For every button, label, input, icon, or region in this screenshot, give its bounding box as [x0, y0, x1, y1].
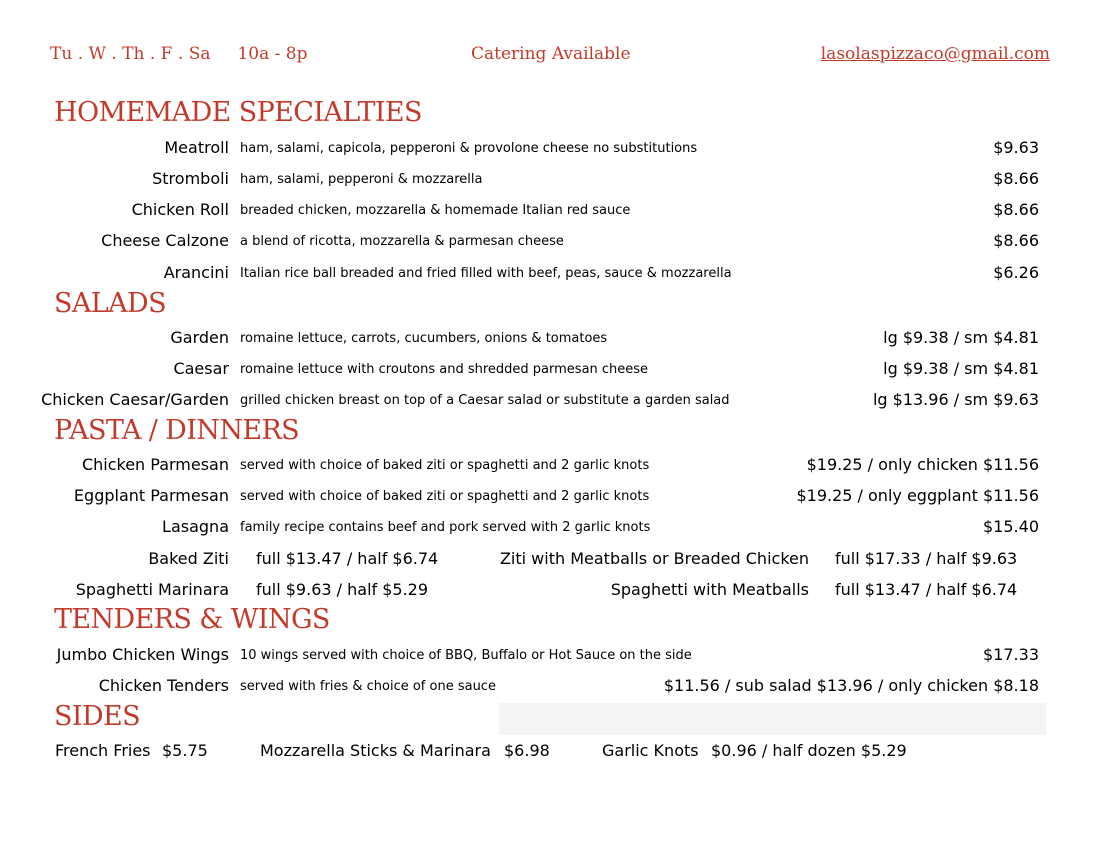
section-title-pasta: PASTA / DINNERS: [54, 415, 300, 446]
menu-item: [0, 676, 1100, 704]
menu-item: [0, 328, 1100, 356]
section-title-specialties: HOMEMADE SPECIALTIES: [54, 97, 422, 128]
item-name: Eggplant Parmesan: [73, 486, 229, 505]
item-name: Chicken Caesar/Garden: [41, 390, 229, 409]
item-price: lg $13.96 / sm $9.63: [872, 390, 1039, 409]
item-description: a blend of ricotta, mozzarella & parmesan cheese: [240, 234, 564, 249]
section-title-sides: SIDES: [54, 701, 141, 732]
menu-item: [0, 455, 1100, 483]
item-name: Jumbo Chicken Wings: [56, 645, 229, 664]
item-price: $8.66: [993, 200, 1039, 219]
item-description: served with fries & choice of one sauce: [240, 679, 496, 694]
side-name: Mozzarella Sticks & Marinara: [260, 741, 491, 760]
menu-item: [0, 169, 1100, 197]
item-name: Lasagna: [162, 517, 229, 536]
item-description: Italian rice ball breaded and fried filled with beef, peas, sauce & mozzarella: [240, 266, 732, 281]
item-description: breaded chicken, mozzarella & homemade Italian red sauce: [240, 203, 631, 218]
hours-text: Tu . W . Th . F . Sa 10a - 8p: [50, 44, 308, 64]
item-price: $9.63: [993, 138, 1039, 157]
item-price: $6.26: [993, 263, 1039, 282]
item-price: full $9.63 / half $5.29: [256, 580, 429, 599]
item-description: ham, salami, pepperoni & mozzarella: [240, 172, 483, 187]
item-name: Ziti with Meatballs or Breaded Chicken: [499, 549, 809, 568]
item-name: Cheese Calzone: [101, 231, 229, 250]
email-link[interactable]: lasolaspizzaco@gmail.com: [820, 44, 1050, 64]
side-price: $5.75: [162, 741, 208, 760]
item-price: $19.25 / only eggplant $11.56: [796, 486, 1039, 505]
item-name: Garden: [170, 328, 229, 347]
item-name: Spaghetti with Meatballs: [610, 580, 809, 599]
item-description: 10 wings served with choice of BBQ, Buffalo or Hot Sauce on the side: [240, 648, 692, 663]
item-name: Caesar: [173, 359, 229, 378]
item-price: $8.66: [993, 231, 1039, 250]
item-description: family recipe contains beef and pork served with 2 garlic knots: [240, 520, 651, 535]
section-title-salads: SALADS: [54, 288, 166, 319]
side-price: $6.98: [504, 741, 550, 760]
menu-item: [0, 200, 1100, 228]
item-price: lg $9.38 / sm $4.81: [883, 328, 1039, 347]
menu-item: [0, 486, 1100, 514]
item-name: Chicken Roll: [131, 200, 229, 219]
item-name: Meatroll: [164, 138, 229, 157]
item-description: romaine lettuce, carrots, cucumbers, onions & tomatoes: [240, 331, 608, 346]
menu-item: [0, 517, 1100, 545]
item-price: lg $9.38 / sm $4.81: [883, 359, 1039, 378]
item-price: $19.25 / only chicken $11.56: [806, 455, 1039, 474]
item-description: ham, salami, capicola, pepperoni & provolone cheese no substitutions: [240, 141, 698, 156]
item-description: romaine lettuce with croutons and shredded parmesan cheese: [240, 362, 649, 377]
menu-item: [0, 645, 1100, 673]
item-description: served with choice of baked ziti or spaghetti and 2 garlic knots: [240, 458, 650, 473]
item-description: served with choice of baked ziti or spaghetti and 2 garlic knots: [240, 489, 650, 504]
item-name: Arancini: [163, 263, 229, 282]
item-name: Spaghetti Marinara: [75, 580, 229, 599]
menu-item: [0, 390, 1100, 418]
menu-item: [0, 359, 1100, 387]
item-name: Stromboli: [152, 169, 229, 188]
item-price: $11.56 / sub salad $13.96 / only chicken $8.18: [663, 676, 1039, 695]
side-price: $0.96 / half dozen $5.29: [711, 741, 907, 760]
gray-panel: [499, 703, 1046, 735]
item-price: $17.33: [983, 645, 1039, 664]
item-price: full $13.47 / half $6.74: [835, 580, 1018, 599]
item-price: $15.40: [983, 517, 1039, 536]
catering-text: Catering Available: [471, 44, 631, 64]
item-price: full $13.47 / half $6.74: [256, 549, 439, 568]
item-price: full $17.33 / half $9.63: [835, 549, 1018, 568]
item-name: Chicken Tenders: [98, 676, 229, 695]
menu-item: [0, 138, 1100, 166]
item-description: grilled chicken breast on top of a Caesar salad or substitute a garden salad: [240, 393, 730, 408]
item-price: $8.66: [993, 169, 1039, 188]
menu-item: [0, 231, 1100, 259]
menu-item: [0, 263, 1100, 291]
item-name: Chicken Parmesan: [81, 455, 229, 474]
side-name: French Fries: [55, 741, 151, 760]
side-name: Garlic Knots: [602, 741, 699, 760]
item-name: Baked Ziti: [148, 549, 229, 568]
menu-item-pair: [0, 549, 1100, 577]
section-title-tenders: TENDERS & WINGS: [54, 604, 330, 635]
